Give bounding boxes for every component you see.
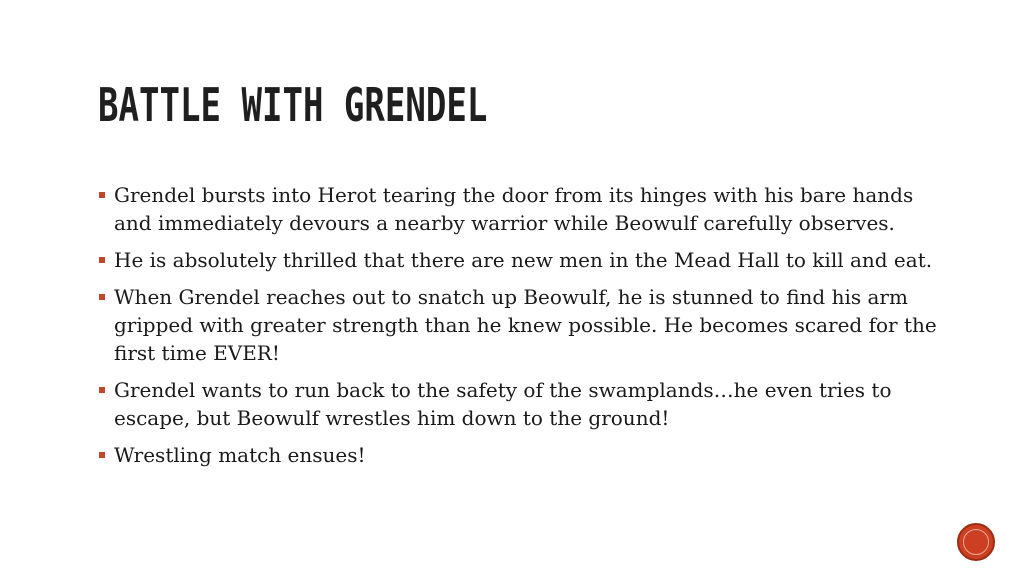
bullet-item [98,246,938,274]
square-bullet-icon [99,192,105,198]
circle-nav-icon [963,529,989,555]
bullet-text: Grendel bursts into Herot tearing the door from its hinges with his bare hands and immediately devours a nearby warrior while Beowulf carefully observes. [114,183,914,235]
square-bullet-icon [99,452,105,458]
bullet-text: He is absolutely thrilled that there are new men in the Mead Hall to kill and eat. [114,248,933,272]
slide-title: BATTLE WITH GRENDEL [98,78,488,132]
bullet-item [98,441,938,469]
square-bullet-icon [99,387,105,393]
square-bullet-icon [99,294,105,300]
bullet-list [98,181,938,478]
bullet-item [98,283,938,367]
square-bullet-icon [99,257,105,263]
bullet-item [98,376,938,432]
bullet-text: Grendel wants to run back to the safety of the swamplands…he even tries to escape, but Beowulf wrestles him down to the ground! [114,378,892,430]
bullet-text: When Grendel reaches out to snatch up Beowulf, he is stunned to find his arm gripped with greater strength than he knew possible. He becomes scared for the first time EVER! [114,285,937,365]
bullet-text: Wrestling match ensues! [114,443,366,467]
slide-nav-button[interactable] [957,523,995,561]
bullet-item [98,181,938,237]
